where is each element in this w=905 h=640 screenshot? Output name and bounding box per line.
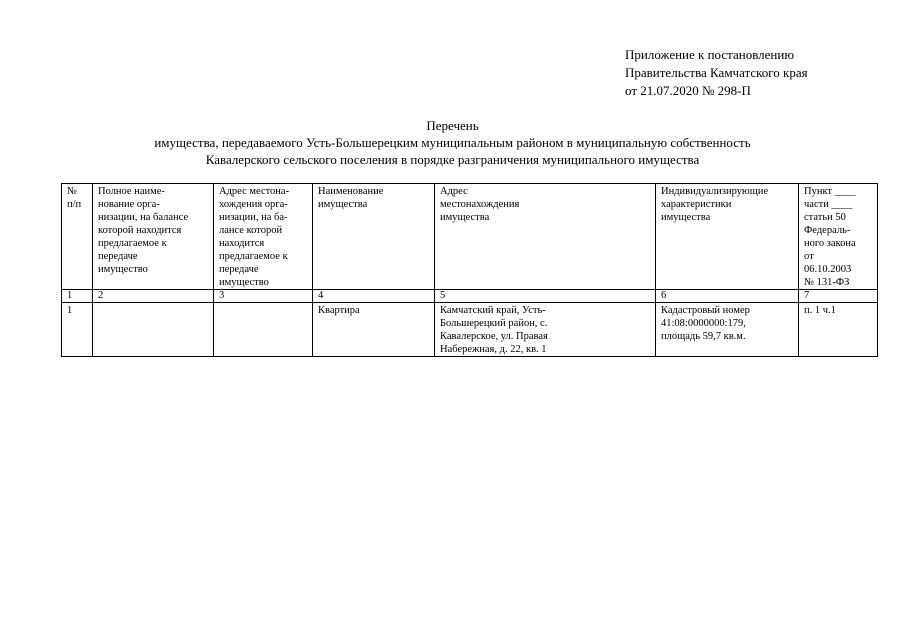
header-num: № п/п bbox=[62, 184, 93, 290]
header-org-name: Полное наиме- нование орга- низации, на балансе которой находится предлагаемое к передаче имущество bbox=[93, 184, 214, 290]
table-header-row bbox=[62, 184, 878, 290]
row-org-address bbox=[214, 303, 313, 357]
title-line-1: Перечень bbox=[426, 118, 479, 133]
row-characteristics: Кадастровый номер 41:08:0000000:179, площадь 59,7 кв.м. bbox=[656, 303, 799, 357]
row-law-clause: п. 1 ч.1 bbox=[799, 303, 878, 357]
column-number: 3 bbox=[214, 290, 313, 303]
title-line-2: имущества, передаваемого Усть-Большерецким муниципальным районом в муниципальную собственность bbox=[154, 135, 751, 150]
header-law-clause: Пункт ____ части ____ статьи 50 Федераль- ного закона от 06.10.2003 № 131-ФЗ bbox=[799, 184, 878, 290]
property-table bbox=[61, 183, 878, 357]
appendix-block bbox=[625, 46, 808, 100]
column-number-row bbox=[62, 290, 878, 303]
appendix-line-3: от 21.07.2020 № 298-П bbox=[625, 83, 751, 98]
column-number: 5 bbox=[435, 290, 656, 303]
appendix-line-2: Правительства Камчатского края bbox=[625, 65, 808, 80]
column-number: 7 bbox=[799, 290, 878, 303]
document-title bbox=[0, 117, 905, 168]
header-property-name: Наименование имущества bbox=[313, 184, 435, 290]
column-number: 1 bbox=[62, 290, 93, 303]
column-number: 6 bbox=[656, 290, 799, 303]
header-org-address: Адрес местона- хождения орга- низации, на ба- лансе которой находится предлагаемое к передаче имущество bbox=[214, 184, 313, 290]
row-org-name bbox=[93, 303, 214, 357]
column-number: 4 bbox=[313, 290, 435, 303]
row-property-name: Квартира bbox=[313, 303, 435, 357]
appendix-line-1: Приложение к постановлению bbox=[625, 47, 795, 62]
table-row bbox=[62, 303, 878, 357]
row-num: 1 bbox=[62, 303, 93, 357]
header-characteristics: Индивидуализирующие характеристики имущества bbox=[656, 184, 799, 290]
row-property-address: Камчатский край, Усть- Большерецкий район, с. Кавалерское, ул. Правая Набережная, д. 22, кв. 1 bbox=[435, 303, 656, 357]
column-number: 2 bbox=[93, 290, 214, 303]
title-line-3: Кавалерского сельского поселения в порядке разграничения муниципального имущества bbox=[205, 152, 700, 167]
header-property-address: Адрес местонахождения имущества bbox=[435, 184, 656, 290]
